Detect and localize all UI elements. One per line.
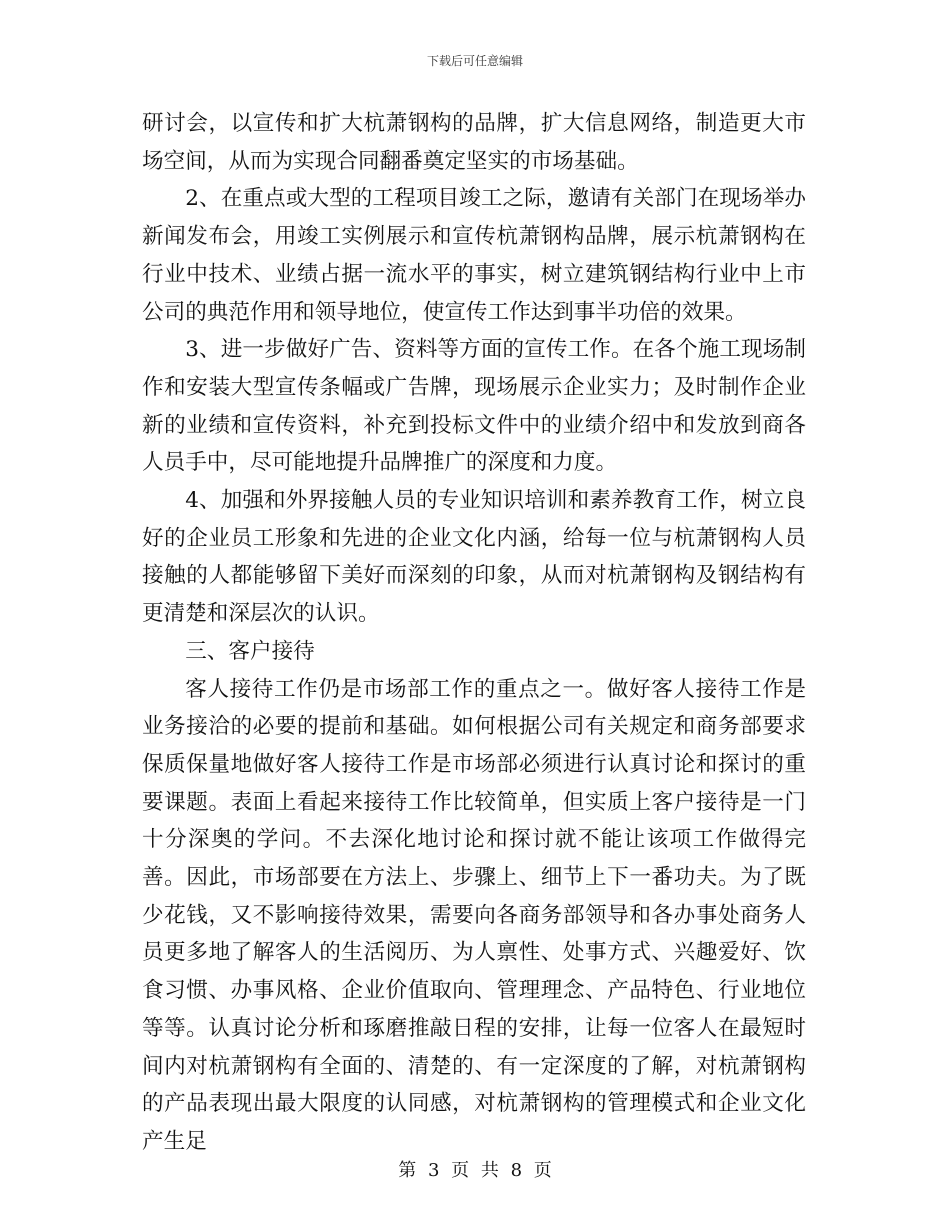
paragraph-continuation: 研讨会，以宣传和扩大杭萧钢构的品牌，扩大信息网络，制造更大市场空间，从而为实现合同翻番奠定坚实的市场基础。	[142, 111, 806, 174]
paragraph-customer-reception: 客人接待工作仍是市场部工作的重点之一。做好客人接待工作是业务接洽的必要的提前和基础。如何根据公司有关规定和商务部要求保质保量地做好客人接待工作是市场部必须进行认真讨论和探讨的重要课题。表面上看起来接待工作比较简单，但实质上客户接待是一门十分深奥的学问。不去深化地讨论和探讨就不能让该项工作做得完善。因此，市场部要在方法上、步骤上、细节上下一番功夫。为了既少花钱，又不影响接待效果，需要向各商务部领导和各办事处商务人员更多地了解客人的生活阅历、为人禀性、处事方式、兴趣爱好、饮食习惯、办事风格、企业价值取向、管理理念、产品特色、行业地位等等。认真讨论分析和琢磨推敲日程的安排，让每一位客人在最短时间内对杭萧钢构有全面的、清楚的、有一定深度的了解，对杭萧钢构的产品表现出最大限度的认同感，对杭萧钢构的管理模式和企业文化产生足	[142, 676, 806, 1154]
paragraph-item-4: 4、加强和外界接触人员的专业知识培训和素养教育工作，树立良好的企业员工形象和先进的企业文化内涵，给每一位与杭萧钢构人员接触的人都能够留下美好而深刻的印象，从而对杭萧钢构及钢结构有更清楚和深层次的认识。	[142, 488, 806, 627]
document-body	[142, 105, 806, 1161]
section-heading-customer-reception: 三、客户接待	[185, 638, 315, 664]
page-header-note: 下载后可任意编辑	[426, 54, 523, 68]
paragraph-item-2: 2、在重点或大型的工程项目竣工之际，邀请有关部门在现场举办新闻发布会，用竣工实例展示和宣传杭萧钢构品牌，展示杭萧钢构在行业中技术、业绩占据一流水平的事实，树立建筑钢结构行业中上市公司的典范作用和领导地位，使宣传工作达到事半功倍的效果。	[142, 186, 806, 325]
paragraph-item-3: 3、进一步做好广告、资料等方面的宣传工作。在各个施工现场制作和安装大型宣传条幅或广告牌，现场展示企业实力；及时制作企业新的业绩和宣传资料，补充到投标文件中的业绩介绍中和发放到商各人员手中，尽可能地提升品牌推广的深度和力度。	[142, 337, 806, 476]
page-number-footer: 第 3 页 共 8 页	[398, 1160, 552, 1181]
